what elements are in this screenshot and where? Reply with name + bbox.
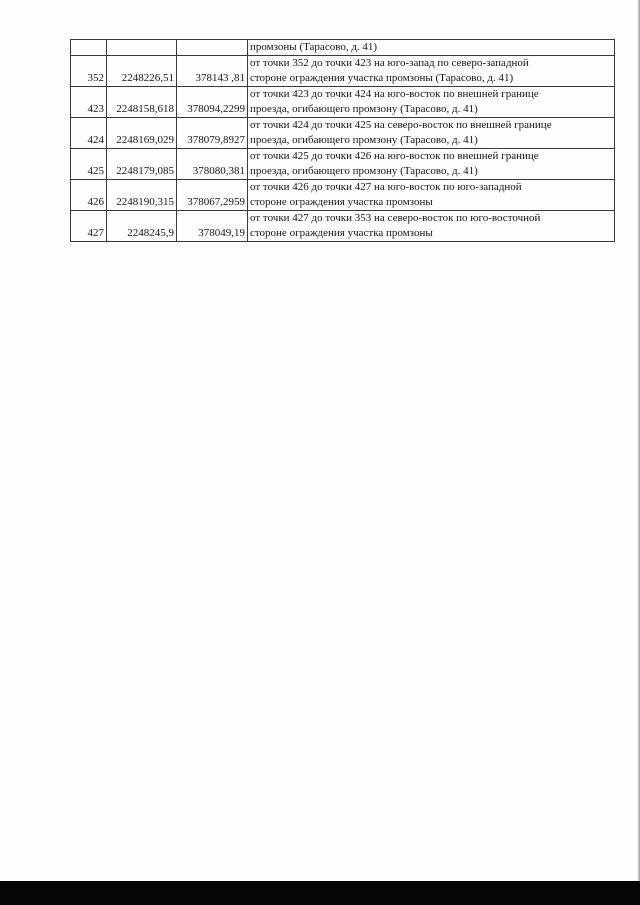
x-coordinate-cell: 2248245,9: [107, 211, 177, 242]
y-coordinate-cell: 378049,19: [177, 211, 248, 242]
description-line: от точки 427 до точки 353 на северо-восток по юго-восточной: [250, 212, 541, 224]
x-coordinate-cell: [107, 40, 177, 56]
scan-bottom-band: [0, 881, 640, 905]
y-coordinate-cell: 378079,8927: [177, 118, 248, 149]
table-row: [71, 149, 615, 180]
point-number-cell: [71, 40, 107, 56]
description-line: от точки 423 до точки 424 на юго-восток по внешней границе: [250, 88, 539, 100]
boundary-description-cell: [248, 211, 615, 242]
description-line: стороне ограждения участка промзоны (Тарасово, д. 41): [250, 72, 514, 84]
point-number-cell: 425: [71, 149, 107, 180]
boundary-description-cell: [248, 118, 615, 149]
boundary-description-cell: [248, 56, 615, 87]
y-coordinate-cell: 378080,381: [177, 149, 248, 180]
boundary-description-cell: [248, 180, 615, 211]
description-line: стороне ограждения участка промзоны: [250, 196, 433, 208]
boundary-description-cell: [248, 87, 615, 118]
point-number-cell: 427: [71, 211, 107, 242]
boundary-coordinates-table: [70, 39, 615, 242]
x-coordinate-cell: 2248179,085: [107, 149, 177, 180]
y-coordinate-cell: 378067,2959: [177, 180, 248, 211]
description-line: проезда, огибающего промзону (Тарасово, д. 41): [250, 134, 478, 146]
x-coordinate-cell: 2248226,51: [107, 56, 177, 87]
description-line: стороне ограждения участка промзоны: [250, 227, 433, 239]
point-number-cell: 352: [71, 56, 107, 87]
table-row: [71, 118, 615, 149]
point-number-cell: 423: [71, 87, 107, 118]
y-coordinate-cell: 378143 ,81: [177, 56, 248, 87]
table-row: [71, 56, 615, 87]
y-coordinate-cell: [177, 40, 248, 56]
x-coordinate-cell: 2248169,029: [107, 118, 177, 149]
description-line: от точки 424 до точки 425 на северо-восток по внешней границе: [250, 119, 552, 131]
table-row: [71, 40, 615, 56]
boundary-description-cell: [248, 40, 615, 56]
table-row: [71, 211, 615, 242]
y-coordinate-cell: 378094,2299: [177, 87, 248, 118]
description-line: от точки 352 до точки 423 на юго-запад по северо-западной: [250, 57, 529, 69]
description-line: от точки 426 до точки 427 на юго-восток по юго-западной: [250, 181, 522, 193]
description-line: проезда, огибающего промзону (Тарасово, д. 41): [250, 103, 478, 115]
description-line: промзоны (Тарасово, д. 41): [250, 41, 378, 53]
point-number-cell: 426: [71, 180, 107, 211]
x-coordinate-cell: 2248190,315: [107, 180, 177, 211]
point-number-cell: 424: [71, 118, 107, 149]
table-body: [71, 40, 615, 242]
boundary-description-cell: [248, 149, 615, 180]
table-row: [71, 87, 615, 118]
table-row: [71, 180, 615, 211]
description-line: от точки 425 до точки 426 на юго-восток по внешней границе: [250, 150, 539, 162]
x-coordinate-cell: 2248158,618: [107, 87, 177, 118]
description-line: проезда, огибающего промзону (Тарасово, д. 41): [250, 165, 478, 177]
